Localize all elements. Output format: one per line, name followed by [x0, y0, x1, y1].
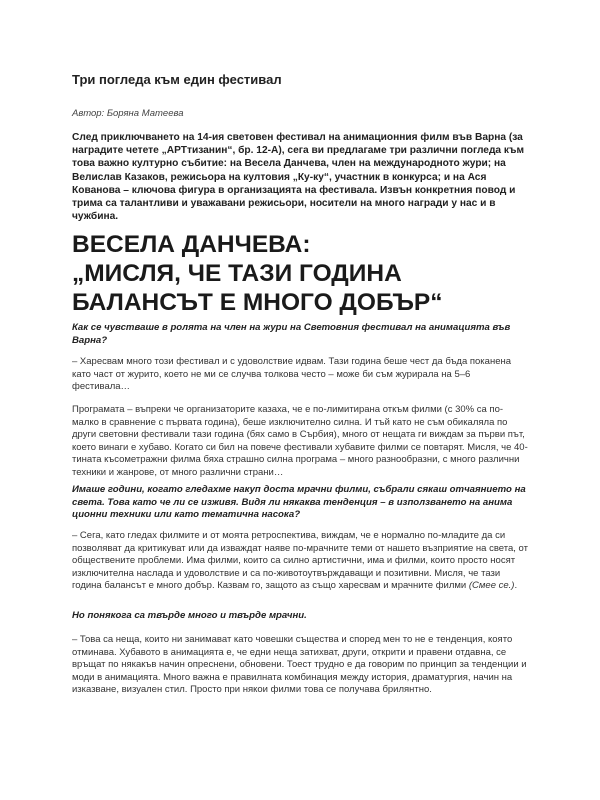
- question-3: Но понякога са твърде много и твърде мрачни.: [72, 610, 307, 621]
- interview-heading: [72, 230, 542, 317]
- question-1: Как се чувстваше в ролята на член на жури на Световния фестивал на анимацията във Варна?: [72, 322, 511, 346]
- heading-line-2: „МИСЛЯ, ЧЕ ТАЗИ ГОДИНА: [72, 260, 402, 287]
- heading-line-1: ВЕСЕЛА ДАНЧЕВА:: [72, 231, 311, 258]
- answer-3: [72, 530, 528, 593]
- article-lead: След приключването на 14-ия световен фестивал на анимационния филм във Варна (за наградите четете „АРТтизанин“, бр. 12-А), сега ви предлагаме три различни погледа към това важно културно събитие: на Весела Данчева, член на международното жури; на Велислав Казаков, режисьора на култовия „Ку-ку“, участник в конкурса; и на Ася Кованова – ключова фигура в организацията на фестивала. Извън конкретния повод и трима са талантливи и уважавани режисьори, носители на много награди у нас и в чужбина.: [72, 132, 524, 223]
- article-author: Автор: Боряна Матеева: [72, 108, 184, 119]
- article-title: Три погледа към един фестивал: [72, 72, 282, 87]
- answer-1: – Харесвам много този фестивал и с удоволствие идвам. Тази година беше чест да бъда поканена като част от журито, което не ми се случва толкова често – може би съм журирала на 5–6 фестивала…: [72, 356, 512, 393]
- answer-3-end: .: [514, 580, 518, 592]
- answer-4: – Това са неща, които ни занимават като човешки същества и според мен то не е тенденция, която отминава. Хубавото в анимацията е, че едни неща затихват, други, открити и правени отдавна, се връщат по някакъв начин опреснени, обновени. Тоест трудно е да говорим по принцип за тенденции и моди в анимацията. Много важна е правилната комбинация между история, драматургия, начин на изказване, визуален стил. Просто при някои филми това се получава брилянтно.: [72, 634, 527, 696]
- answer-3-text: – Сега, като гледах филмите и от моята ретроспектива, виждам, че е нормално по-младите да си позволяват да критикуват или да изваждат наяве по-мрачните теми от нашето възприятие на света, от обществените проблеми. Има филми, които са силно артистични, има и филми, които просто носят изключителна наслада и удоволствие и са по-животоутвърждаващи и позитивни. Мисля, че тази година балансът е много добър. Казвам го, защото аз също харесвам и мрачните филми: [72, 530, 528, 592]
- question-2: Имаше години, когато гледахме накуп доста мрачни филми, събрали сякаш отчаянието на света. Това като че ли се изживя. Видя ли някаква тенденция – в използването на анима ционни техники или като тематична насока?: [72, 484, 526, 521]
- answer-3-laugh: (Смее се.): [468, 580, 515, 592]
- heading-line-3: БАЛАНСЪТ Е МНОГО ДОБЪР“: [72, 289, 443, 316]
- answer-2: Програмата – въпреки че организаторите казаха, че е по-лимитирана откъм филми (с 30% са по-малко в сравнение с първата година), беше изключително силна. И тъй като не съм обикаляла по други световни фестивали тази година (бях само в Сърбия), много от нещата ги виждам за първи път, което винаги е хубаво. Когато си бил на повече фестивали хубавите филми се повтарят. Мисля, че 40-тината късометражни филма бяха страшно силна програма – много разнообразни, с много различни техники и жанрове, от много различни страни…: [72, 404, 528, 478]
